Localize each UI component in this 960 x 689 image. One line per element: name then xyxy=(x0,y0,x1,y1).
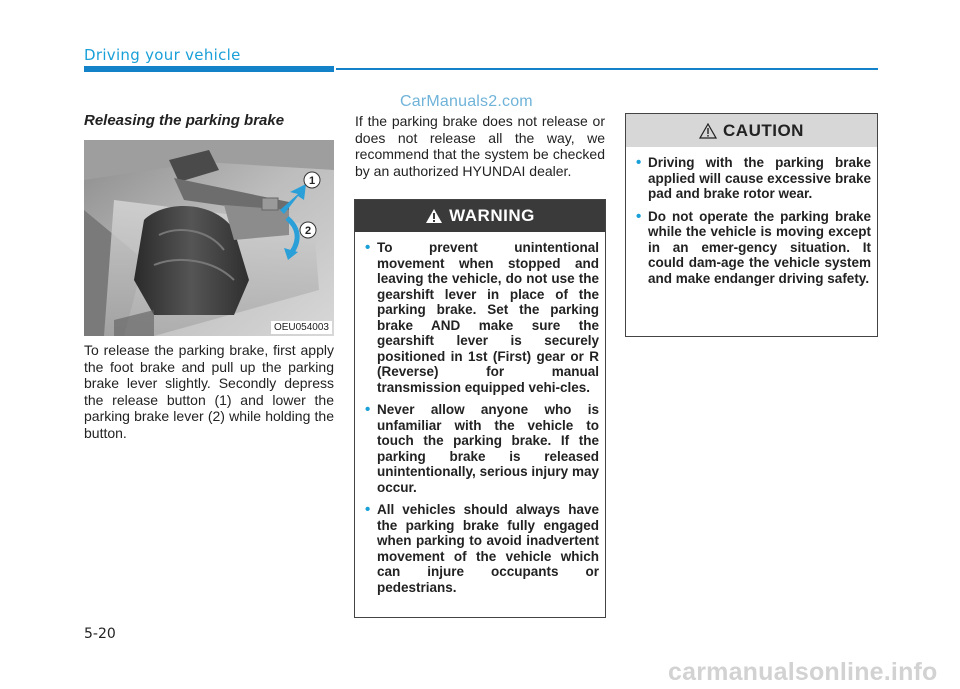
section-heading: Releasing the parking brake xyxy=(84,112,285,129)
warning-header xyxy=(355,200,605,232)
warning-box xyxy=(354,199,606,618)
bullet-icon: • xyxy=(365,501,371,518)
bullet-icon: • xyxy=(636,207,642,225)
release-instructions: To release the parking brake, first apply the foot brake and pull up the parking brake lever slightly. Secondly depress the release button (1) and lower the parking brake lever (2) while holding the button. xyxy=(84,342,334,441)
watermark-bottom: carmanualsonline.info xyxy=(668,658,938,686)
caution-item: • Driving with the parking brake applied will cause excessive brake pad and brake rotor wear. xyxy=(636,154,871,201)
header-bar-thick xyxy=(84,66,334,72)
bullet-icon: • xyxy=(365,239,371,256)
warning-item: • Never allow anyone who is unfamiliar with the vehicle to touch the parking brake. If the parking brake is released unintentionally, serious injury may occur. xyxy=(365,401,599,495)
warning-list xyxy=(355,232,605,595)
parking-brake-figure xyxy=(84,140,334,336)
bullet-icon: • xyxy=(636,154,642,171)
warning-title: WARNING xyxy=(449,206,535,225)
warning-item: • All vehicles should always have the parking brake fully engaged when parking to avoid inadvertent movement of the vehicle which can injure occupants or pedestrians. xyxy=(365,501,599,595)
warning-triangle-icon xyxy=(425,208,443,224)
caution-list xyxy=(626,147,877,286)
header-bar-thin xyxy=(336,68,878,70)
page-number: 5-20 xyxy=(84,626,116,642)
callout-2: 2 xyxy=(304,225,312,237)
caution-item: • Do not operate the parking brake while the vehicle is moving except in an emer-gency situation. It could dam-age the vehicle system and make endanger driving safety. xyxy=(636,207,871,286)
caution-triangle-icon xyxy=(699,123,717,139)
bullet-icon: • xyxy=(365,401,371,418)
figure-label: OEU054003 xyxy=(271,321,332,334)
callout-1: 1 xyxy=(308,175,316,187)
caution-box xyxy=(625,113,878,337)
dealer-recommendation: If the parking brake does not release or does not release all the way, we recommend that the system be checked by an authorized HYUNDAI dealer. xyxy=(355,113,605,179)
watermark-top: CarManuals2.com xyxy=(400,93,533,110)
warning-item: • To prevent unintentional movement when stopped and leaving the vehicle, do not use the gearshift lever in place of the parking brake. Set the parking brake AND make sure the gearshift lever is securely positioned in 1st (First) gear or R (Reverse) for manual transmission equipped vehi-cles. xyxy=(365,239,599,395)
caution-title: CAUTION xyxy=(723,120,804,140)
section-title: Driving your vehicle xyxy=(84,46,241,64)
caution-header xyxy=(626,114,877,147)
parking-brake-illustration xyxy=(84,140,334,336)
